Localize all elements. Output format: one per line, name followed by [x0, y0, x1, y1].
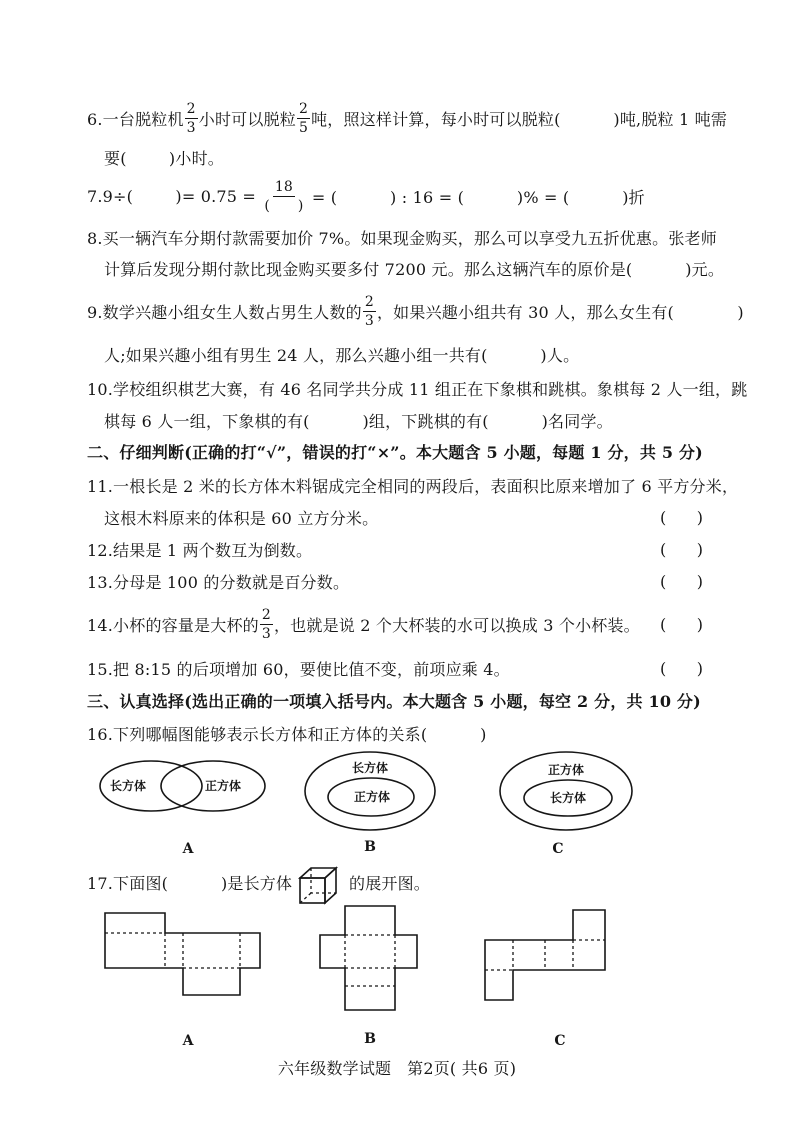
- q6-text-a: 6.一台脱粒机: [87, 109, 184, 129]
- fraction-denominator: 5: [298, 119, 309, 136]
- q17-text-b: 的展开图。: [349, 873, 431, 893]
- q13-line: 13.分母是 100 的分数就是百分数。: [87, 572, 350, 592]
- fraction-numerator: 2: [298, 100, 309, 117]
- q6-text-b: 小时可以脱粒: [198, 109, 296, 129]
- fraction-denominator: 3: [261, 625, 271, 642]
- q16-option-c-letter: C: [552, 841, 564, 857]
- q8-line-1: 8.买一辆汽车分期付款需要加价 7%。如果现金购买，那么可以享受九五折优惠。张老师: [87, 228, 717, 248]
- q17-net-a: [105, 913, 260, 995]
- q14-answer-blank: ( ): [660, 614, 703, 634]
- fraction: [363, 294, 376, 329]
- net-outline: [320, 906, 417, 1010]
- fraction: [262, 179, 305, 214]
- q10-line-2: 棋每 6 人一组，下象棋的有( )组，下跳棋的有( )名同学。: [104, 411, 613, 431]
- net-outline: [485, 910, 605, 1000]
- fraction: [260, 607, 273, 642]
- venn-label-left: 长方体: [109, 779, 147, 793]
- q7-text-b: = ( ) : 16 = ( )% = ( )折: [306, 187, 645, 207]
- net-fold-lines: [345, 935, 395, 986]
- q6-line-2: 要( )小时。: [104, 148, 224, 168]
- q15-answer-blank: ( ): [660, 658, 703, 678]
- inner-ellipse: [328, 778, 414, 816]
- net-fold-lines: [105, 933, 240, 968]
- q14-text-a: 14.小杯的容量是大杯的: [87, 615, 259, 635]
- cube-set-ellipse: [161, 761, 265, 811]
- q17-option-a-letter: A: [182, 1033, 194, 1049]
- q17-text-a: 17.下面图( )是长方体: [87, 873, 293, 893]
- q16-option-a-letter: A: [182, 841, 194, 857]
- q9-text-a: 9.数学兴趣小组女生人数占男生人数的: [87, 302, 362, 322]
- outer-ellipse: [500, 752, 632, 830]
- cuboid-set-ellipse: [100, 761, 202, 811]
- fraction-denominator: ( ): [264, 197, 304, 214]
- q14-text-b: ，也就是说 2 个大杯装的水可以换成 3 个小杯装。: [273, 615, 640, 635]
- fraction-numerator: 2: [186, 100, 196, 117]
- cuboid-top-face: [300, 868, 336, 878]
- cuboid-front-face: [300, 878, 325, 903]
- outer-label: 长方体: [351, 761, 389, 775]
- q9-text-b: ，如果兴趣小组共有 30 人，那么女生有( ): [376, 302, 744, 322]
- outer-label: 正方体: [547, 763, 585, 777]
- q9-line-2: 人;如果兴趣小组有男生 24 人，那么兴趣小组一共有( )人。: [104, 345, 580, 365]
- cuboid-side-face: [325, 868, 336, 903]
- fraction-numerator: 18: [274, 178, 294, 195]
- q17-net-b: [320, 906, 417, 1010]
- q13-answer-blank: ( ): [660, 571, 703, 591]
- q8-line-2: 计算后发现分期付款比现金购买要多付 7200 元。那么这辆汽车的原价是( )元。: [104, 259, 725, 279]
- q12-line: 12.结果是 1 两个数互为倒数。: [87, 540, 313, 560]
- cuboid-icon: [300, 868, 336, 903]
- section-2-title: 二、仔细判断(正确的打“√”，错误的打“×”。本大题含 5 小题，每题 1 分，共 5 分): [87, 442, 703, 462]
- q6-text-c: 吨，照这样计算，每小时可以脱粒( )吨,脱粒 1 吨需: [311, 109, 728, 129]
- q17-option-b-letter: B: [364, 1031, 376, 1047]
- outer-ellipse: [305, 752, 435, 830]
- venn-label-right: 正方体: [204, 779, 242, 793]
- q11-answer-blank: ( ): [660, 507, 703, 527]
- q10-line-1: 10.学校组织棋艺大赛，有 46 名同学共分成 11 组正在下象棋和跳棋。象棋每 2 人一组，跳: [87, 379, 748, 399]
- fraction-numerator: 2: [364, 293, 374, 310]
- q15-line: 15.把 8:15 的后项增加 60，要使比值不变，前项应乘 4。: [87, 659, 510, 679]
- q16-option-a-diagram: [100, 761, 265, 811]
- fraction-denominator: 3: [364, 312, 374, 329]
- inner-label: 长方体: [549, 791, 587, 805]
- inner-ellipse: [524, 780, 612, 816]
- inner-label: 正方体: [353, 790, 391, 804]
- page-footer: 六年级数学试题 第2页( 共6 页): [277, 1058, 517, 1078]
- q12-answer-blank: ( ): [660, 539, 703, 559]
- q7-line: [87, 176, 645, 216]
- net-fold-lines: [485, 940, 605, 970]
- fraction: [297, 101, 310, 136]
- net-outline: [105, 913, 260, 995]
- q7-text-a: 7.9÷( )= 0.75 =: [87, 186, 262, 206]
- fraction: [185, 101, 198, 136]
- q17-net-c: [485, 910, 605, 1000]
- q6-line-1: [87, 98, 727, 138]
- q16-line: 16.下列哪幅图能够表示长方体和正方体的关系( ): [87, 724, 487, 744]
- section-3-title: 三、认真选择(选出正确的一项填入括号内。本大题含 5 小题，每空 2 分，共 10 分): [87, 691, 701, 711]
- q11-line-2: 这根木料原来的体积是 60 立方分米。: [104, 508, 379, 528]
- q9-line-1: [87, 291, 744, 331]
- q16-option-c-diagram: [500, 752, 632, 830]
- fraction-denominator: 3: [186, 119, 196, 136]
- cuboid-hidden-edges: [300, 868, 336, 903]
- q14-line: [87, 604, 640, 644]
- q11-line-1: 11.一根长是 2 米的长方体木料锯成完全相同的两段后，表面积比原来增加了 6 平方分米，: [87, 476, 739, 496]
- q17-option-c-letter: C: [554, 1033, 566, 1049]
- q16-option-b-diagram: [305, 752, 435, 830]
- fraction-numerator: 2: [261, 606, 271, 623]
- q16-option-b-letter: B: [364, 839, 376, 855]
